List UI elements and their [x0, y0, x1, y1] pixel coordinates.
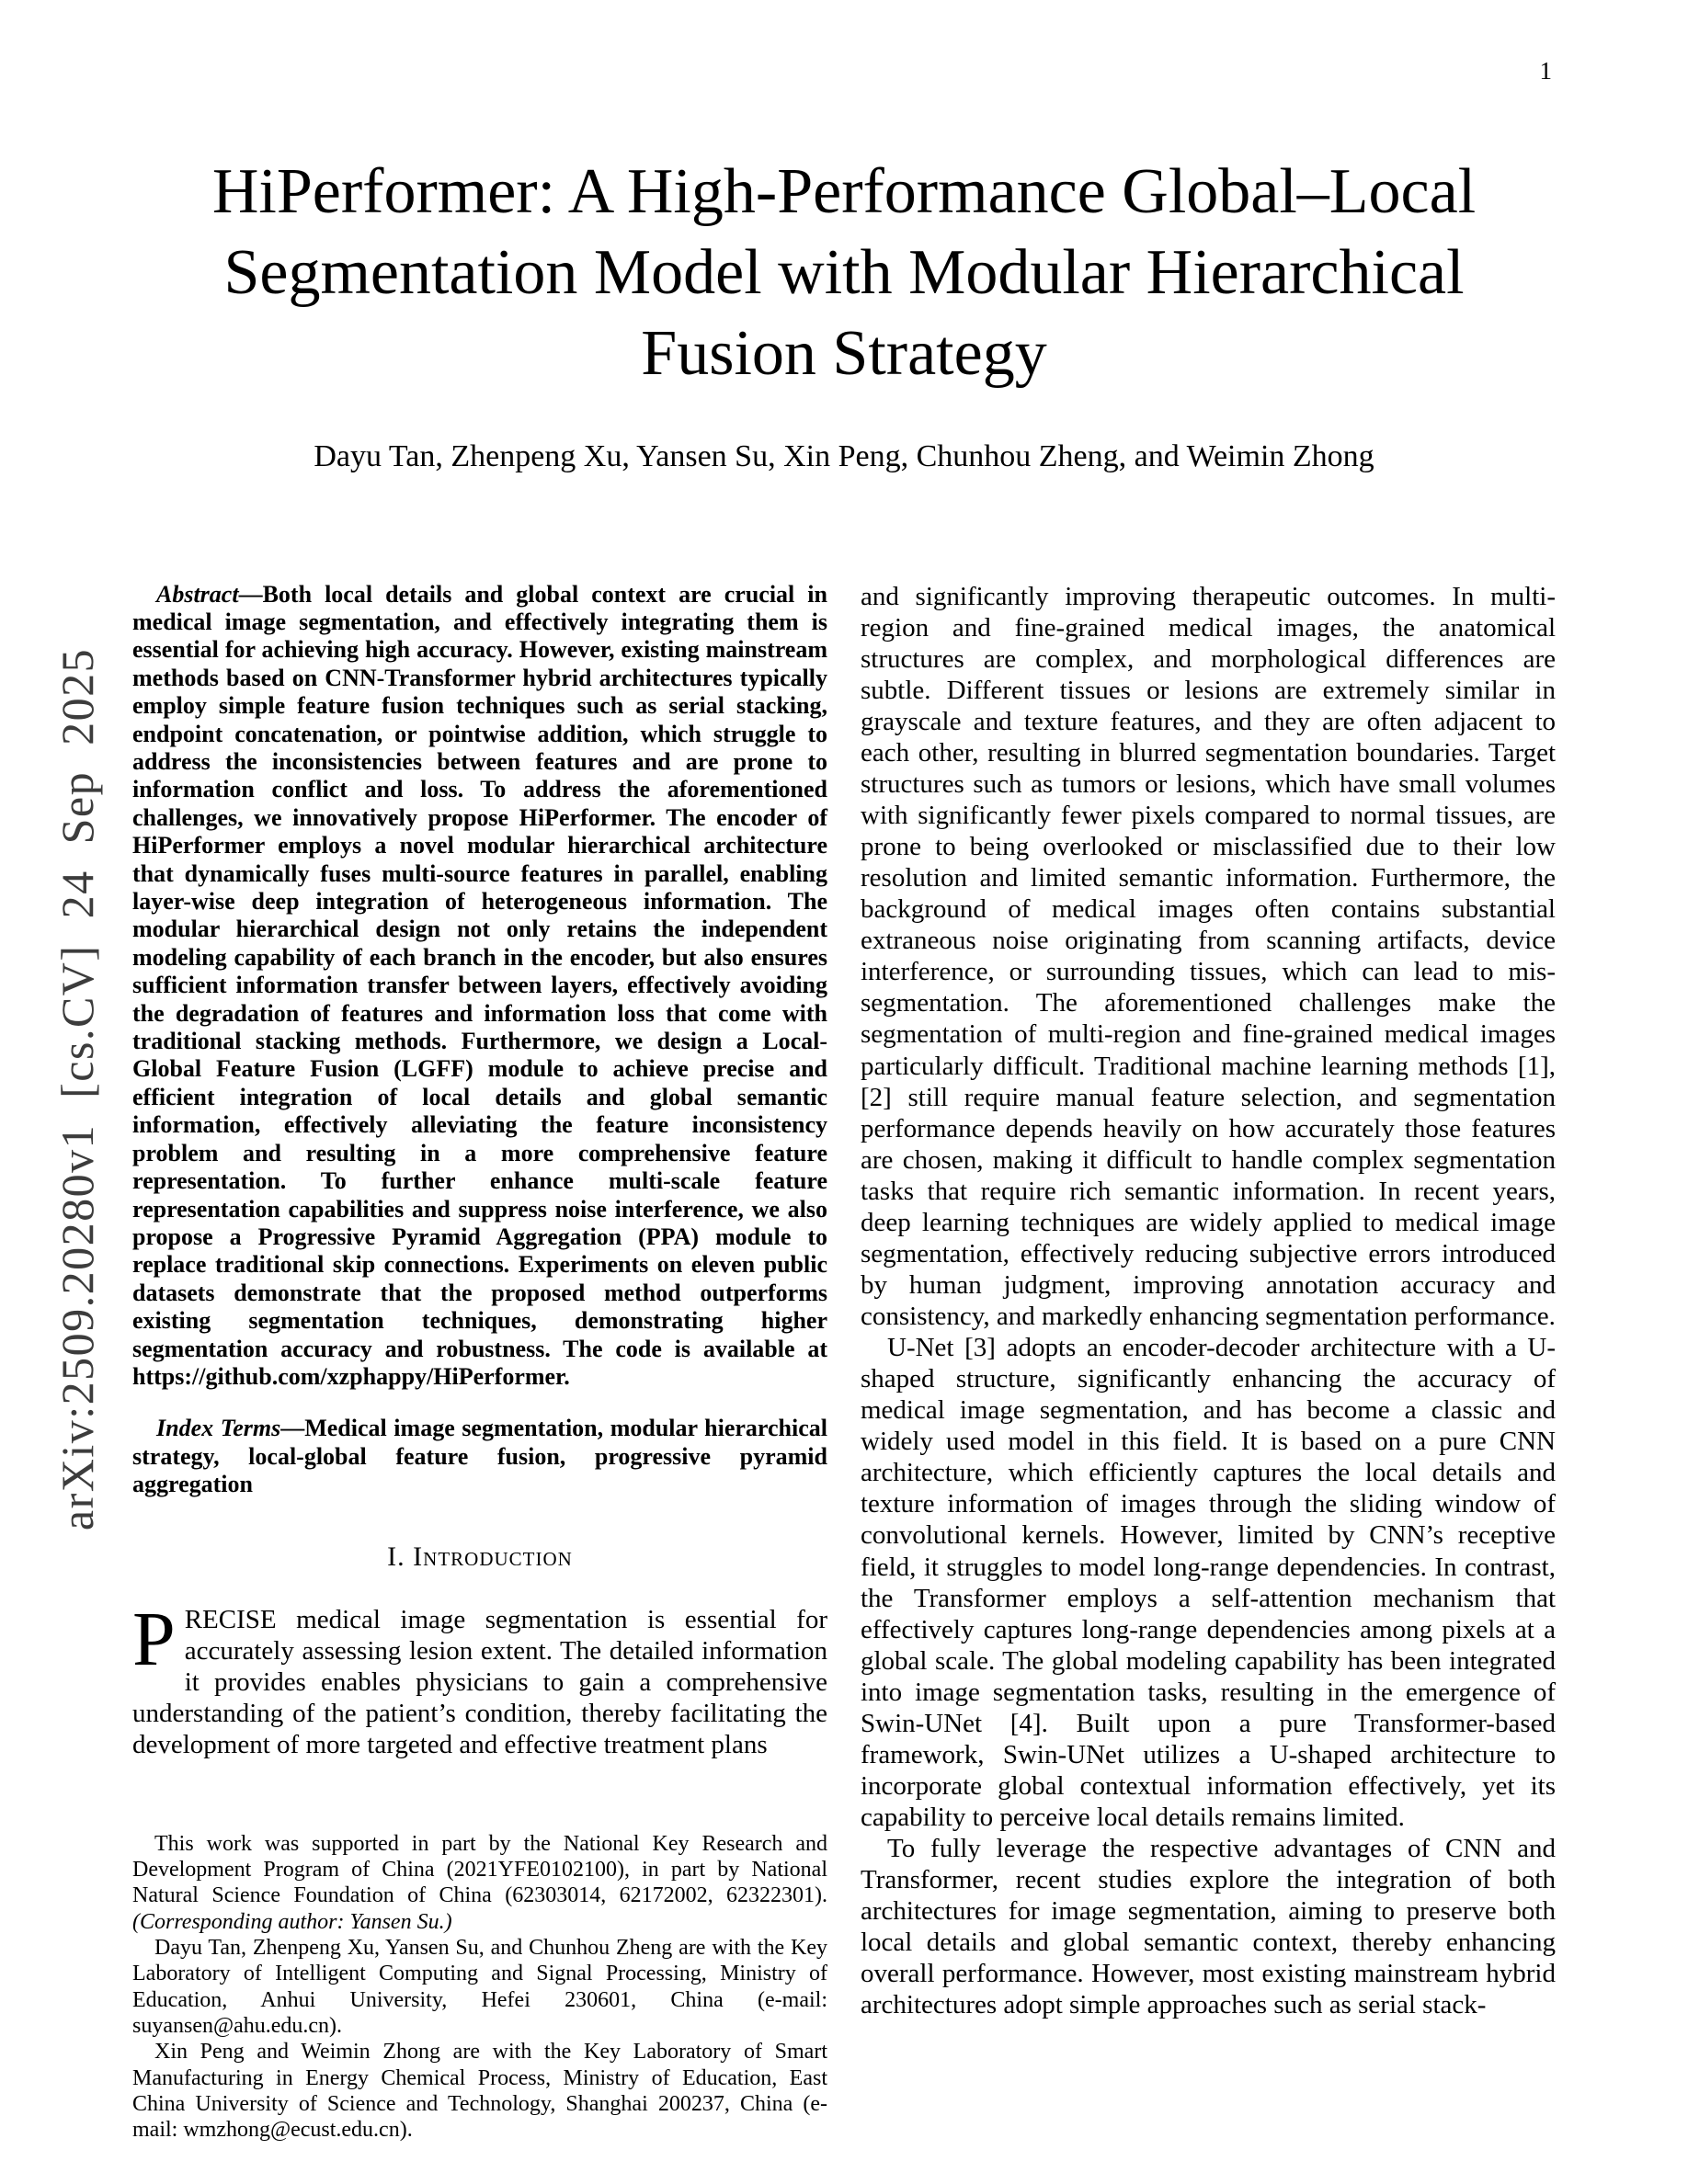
left-column: [132, 581, 827, 2144]
abstract-text: —Both local details and global context are crucial in medical image segmentation, and effectively integrating them is essential for achieving high accuracy. However, existing mainstream methods based on CNN-Transformer hybrid architectures typically employ simple feature fusion techniques such as serial stacking, endpoint concatenation, or pointwise addition, which struggle to address the inconsistencies between features and are prone to information conflict and loss. To address the aforementioned challenges, we innovatively propose HiPerformer. The encoder of HiPerformer employs a novel modular hierarchical architecture that dynamically fuses multi-source features in parallel, enabling layer-wise deep integration of heterogeneous information. The modular hierarchical design not only retains the independent modeling capability of each branch in the encoder, but also ensures sufficient information transfer between layers, effectively avoiding the degradation of features and information loss that come with traditional stacking methods. Furthermore, we design a Local-Global Feature Fusion (LGFF) module to achieve precise and efficient integration of local details and global semantic information, effectively alleviating the feature inconsistency problem and resulting in a more comprehensive feature representation. To further enhance multi-scale feature representation capabilities and suppress noise interference, we also propose a Progressive Pyramid Aggregation (PPA) module to replace traditional skip connections. Experiments on eleven public datasets demonstrate that the proposed method outperforms existing segmentation techniques, demonstrating higher segmentation accuracy and robustness. The code is available at https://github.com/xzphappy/HiPerformer.: [132, 580, 827, 1390]
footnote-affiliation-1: Dayu Tan, Zhenpeng Xu, Yansen Su, and Chunhou Zheng are with the Key Laboratory of Intelligent Computing and Signal Processing, Ministry of Education, Anhui University, Hefei 230601, China (e-mail: suyansen@ahu.edu.cn).: [132, 1936, 827, 2038]
footnote-corresponding-author: (Corresponding author: Yansen Su.): [132, 1909, 452, 1934]
paper-authors: Dayu Tan, Zhenpeng Xu, Yansen Su, Xin Peng, Chunhou Zheng, and Weimin Zhong: [314, 438, 1374, 473]
introduction-paragraph: [132, 1596, 827, 1760]
index-terms-label: Index Terms: [156, 1415, 281, 1442]
arxiv-watermark: arXiv:2509.20280v1 [cs.CV] 24 Sep 2025: [51, 647, 103, 1531]
two-column-body: [132, 581, 1556, 2144]
body-paragraph: and significantly improving therapeutic outcomes. In multi-region and fine-grained medical images, the anatomical structures are complex, and morphological differences are subtle. Different tissues or lesions are extremely similar in grayscale and texture features, and they are often adjacent to each other, resulting in blurred segmentation boundaries. Target structures such as tumors or lesions, which have small volumes with significantly fewer pixels compared to normal tissues, are prone to being overlooked or misclassified due to their low resolution and limited semantic information. Furthermore, the background of medical images often contains substantial extraneous noise originating from scanning artifacts, device interference, or surrounding tissues, which can lead to mis-segmentation. The aforementioned challenges make the segmentation of multi-region and fine-grained medical images particularly difficult. Traditional machine learning methods [1], [2] still require manual feature selection, and segmentation performance depends heavily on how accurately those features are chosen, making it difficult to handle complex segmentation tasks that require rich semantic information. In recent years, deep learning techniques are widely applied to medical image segmentation, effectively reducing subjective errors introduced by human judgment, improving annotation accuracy and consistency, and markedly enhancing segmentation performance.: [861, 581, 1556, 1331]
body-paragraph: To fully leverage the respective advantages of CNN and Transformer, recent studies explore the integration of both architectures for image segmentation, aiming to preserve both local details and global semantic context, thereby enhancing overall performance. However, most existing mainstream hybrid architectures adopt simple approaches such as serial stack-: [861, 1834, 1556, 2020]
abstract-label: Abstract: [156, 580, 239, 608]
footnote-funding: [132, 1831, 827, 1935]
index-terms: [132, 1415, 827, 1498]
dropcap-letter: P: [132, 1596, 176, 1682]
footnote-affiliation-2: Xin Peng and Weimin Zhong are with the Key Laboratory of Smart Manufacturing in Energy Chemical Process, Ministry of Education, East China University of Science and Technology, Shanghai 200237, China (e-mail: wmzhong@ecust.edu.cn).: [132, 2040, 827, 2143]
page-number: 1: [1539, 57, 1552, 85]
section-heading-introduction: I. Introduction: [387, 1541, 573, 1572]
right-column: [861, 581, 1556, 2144]
footnote-funding-text: This work was supported in part by the National Key Research and Development Program of China (2021YFE0102100), in part by National Natural Science Foundation of China (62303014, 62172002, 62322301).: [132, 1831, 827, 1908]
abstract: [132, 581, 827, 1392]
footnotes: [132, 1831, 827, 2144]
paper-title: HiPerformer: A High-Performance Global–Local Segmentation Model with Modular Hierarchical Fusion Strategy: [211, 156, 1477, 390]
introduction-paragraph-text: RECISE medical image segmentation is essential for accurately assessing lesion extent. The detailed information it provides enables physicians to gain a comprehensive understanding of the patient’s condition, thereby facilitating the development of more targeted and effective treatment plans: [132, 1604, 827, 1759]
paper-header: [0, 0, 1688, 474]
index-terms-text: —Medical image segmentation, modular hierarchical strategy, local-global feature fusion, progressive pyramid aggregation: [132, 1415, 827, 1498]
body-paragraph: U-Net [3] adopts an encoder-decoder architecture with a U-shaped structure, significantly enhancing the accuracy of medical image segmentation, and has become a classic and widely used model in this field. It is based on a pure CNN architecture, which efficiently captures the local details and texture information of images through the sliding window of convolutional kernels. However, limited by CNN’s receptive field, it struggles to model long-range dependencies. In contrast, the Transformer employs a self-attention mechanism that effectively captures long-range dependencies among pixels at a global scale. The global modeling capability has been integrated into image segmentation tasks, resulting in the emergence of Swin-UNet [4]. Built upon a pure Transformer-based framework, Swin-UNet utilizes a U-shaped architecture to incorporate global contextual information effectively, yet its capability to perceive local details remains limited.: [861, 1333, 1556, 1832]
